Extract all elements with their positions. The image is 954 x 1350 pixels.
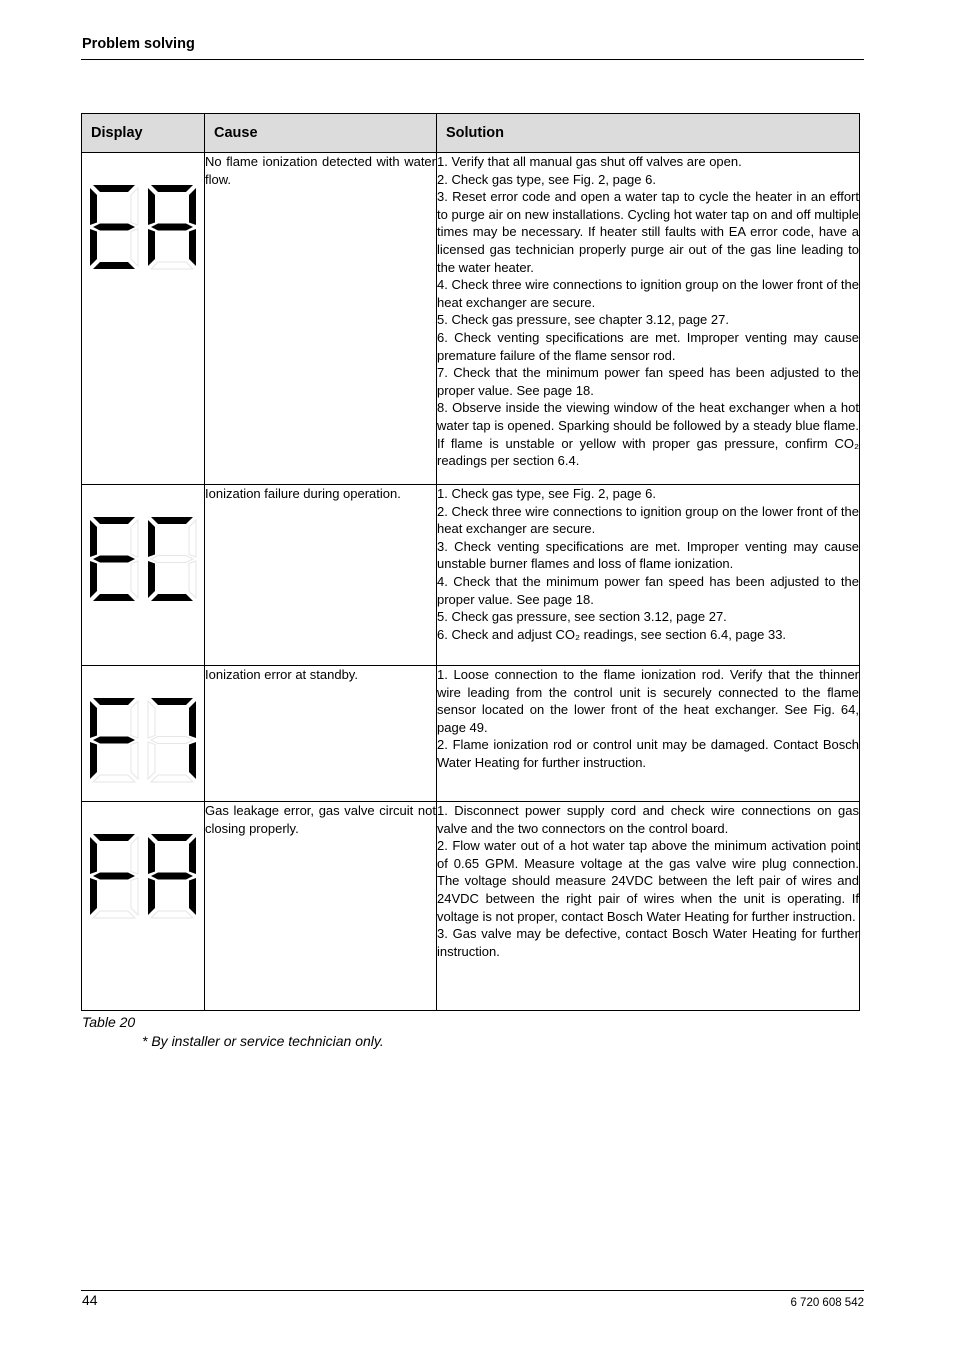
segment-middle-lit [93,224,135,231]
segment-middle-lit [151,224,193,231]
segment-upper-right-unlit [189,520,196,557]
solution-step: 4. Check three wire connections to ignition group on the lower front of the heat exchanger are secure. [437,277,859,310]
segment-bottom-unlit [151,262,193,269]
table-row [82,802,860,1011]
segment-upper-left-lit [90,520,97,557]
solution-step: 2. Flow water out of a hot water tap above the minimum activation point of 0.65 GPM. Measure voltage at the gas valve wire plug connection. The voltage should measure 24VDC between the left pair of wires and 24VDC between the right pair of wires when the unit is operating. If voltage is not proper, contact Bosch Water Heating for further instruction. [437,838,859,924]
seven-segment-display-ec [82,485,205,615]
segment-lower-right-unlit [131,229,138,266]
solution-step: 1. Disconnect power supply cord and check wire connections on gas valve and the two connectors on the control board. [437,803,859,836]
solution-step: 5. Check gas pressure, see section 3.12, page 27. [437,609,727,625]
segment-upper-left-lit [90,837,97,874]
segment-top-lit [151,698,193,705]
solution-step: 6. Check venting specifications are met. Improper venting may cause premature failure of the flame sensor rod. [437,329,859,363]
segment-upper-left-lit [148,837,155,874]
segment-lower-left-lit [148,878,155,915]
cause-cell: Ionization error at standby. [205,666,437,802]
segment-bottom-lit [151,594,193,601]
segment-upper-left-lit [90,701,97,738]
segment-middle-lit [93,873,135,880]
header-cause: Cause [205,114,437,153]
solution-cell [437,153,860,485]
solution-step: 7. Check that the minimum power fan speed has been adjusted to the proper value. See page 18. [437,365,859,398]
segment-bottom-unlit [93,775,135,782]
solution-step: 1. Check gas type, see Fig. 2, page 6. [437,486,656,501]
segment-middle-unlit [151,737,193,744]
solution-step: 5. Check gas pressure, see chapter 3.12, page 27. [437,312,729,328]
segment-bottom-unlit [93,911,135,918]
solution-step: 1. Verify that all manual gas shut off valves are open. [437,154,742,169]
segment-lower-left-lit [148,561,155,598]
table-header-row [82,114,860,153]
display-cell [82,802,205,1011]
segment-upper-right-lit [189,701,196,738]
solution-cell [437,485,860,666]
error-code-table [81,113,860,1011]
solution-cell [437,666,860,802]
segment-middle-lit [151,873,193,880]
segment-top-lit [93,517,135,524]
seven-segment-display-ea [82,153,205,283]
segment-upper-right-unlit [131,520,138,557]
page-number: 44 [82,1292,98,1308]
solution-step: 4. Check that the minimum power fan speed has been adjusted to the proper value. See page 18. [437,573,859,607]
segment-lower-left-lit [90,878,97,915]
segment-upper-left-lit [148,188,155,225]
segment-middle-lit [93,737,135,744]
cause-cell: No flame ionization detected with water flow. [205,153,437,485]
segment-upper-left-unlit [148,701,155,738]
segment-lower-right-lit [189,742,196,779]
document-number: 6 720 608 542 [790,1297,864,1309]
segment-top-lit [93,185,135,192]
footnote: * By installer or service technician only. [142,1033,384,1049]
segment-upper-right-lit [189,837,196,874]
segment-lower-right-lit [189,878,196,915]
segment-upper-right-unlit [131,837,138,874]
segment-middle-unlit [151,556,193,563]
table-row [82,666,860,802]
segment-upper-left-lit [90,188,97,225]
solution-step: 3. Reset error code and open a water tap to cycle the heater in an effort to purge air on new installations. Cycling hot water tap on and off multiple times may be necessary. If heater still faults with EA error code, have a licensed gas technician properly purge air out of the gas line leading to the water heater. [437,189,859,275]
segment-lower-right-unlit [131,561,138,598]
table-row [82,153,860,485]
segment-top-lit [93,834,135,841]
segment-bottom-unlit [151,775,193,782]
segment-top-lit [151,185,193,192]
segment-upper-right-unlit [131,188,138,225]
seven-segment-display-fa [82,802,205,932]
footer-divider [81,1290,864,1291]
seven-segment-display-f7 [82,666,205,796]
segment-top-lit [93,698,135,705]
cause-cell: Gas leakage error, gas valve circuit not closing properly. [205,802,437,1011]
segment-lower-left-unlit [148,742,155,779]
segment-top-lit [151,517,193,524]
segment-middle-lit [93,556,135,563]
segment-lower-left-lit [148,229,155,266]
display-cell [82,153,205,485]
segment-lower-left-lit [90,229,97,266]
header-solution: Solution [437,114,860,153]
solution-step: 2. Check three wire connections to ignition group on the lower front of the heat exchanger are secure. [437,503,859,537]
solution-step: 2. Flame ionization rod or control unit may be damaged. Contact Bosch Water Heating for further instruction. [437,737,859,770]
segment-lower-right-unlit [131,742,138,779]
segment-bottom-lit [93,594,135,601]
segment-top-lit [151,834,193,841]
solution-step: 1. Loose connection to the flame ionization rod. Verify that the thinner wire leading from the control unit is securely connected to the flame sensor located on the lower front of the heat exchanger. See Fig. 64, page 49. [437,667,859,735]
header-divider [81,59,864,60]
table-caption: Table 20 [82,1014,136,1030]
display-cell [82,485,205,666]
segment-upper-right-lit [189,188,196,225]
solution-step: 3. Check venting specifications are met. Improper venting may cause unstable burner flames and loss of flame ionization. [437,538,859,572]
segment-lower-right-unlit [131,878,138,915]
segment-lower-right-lit [189,229,196,266]
segment-upper-right-unlit [131,701,138,738]
solution-step: 3. Gas valve may be defective, contact Bosch Water Heating for further instruction. [437,926,859,959]
display-cell [82,666,205,802]
header-display: Display [82,114,205,153]
solution-cell [437,802,860,1011]
segment-upper-left-lit [148,520,155,557]
solution-step: 6. Check and adjust CO₂ readings, see section 6.4, page 33. [437,626,787,642]
solution-step: 8. Observe inside the viewing window of the heat exchanger when a hot water tap is opened. Sparking should be followed by a steady blue flame. If flame is unstable or yellow with proper gas pressure, confirm CO₂ readings per section 6.4. [437,400,859,469]
solution-step: 2. Check gas type, see Fig. 2, page 6. [437,171,656,187]
segment-bottom-unlit [151,911,193,918]
table-row [82,485,860,666]
segment-lower-right-unlit [189,561,196,598]
segment-lower-left-lit [90,561,97,598]
segment-lower-left-lit [90,742,97,779]
section-title: Problem solving [82,36,195,52]
segment-bottom-lit [93,262,135,269]
cause-cell: Ionization failure during operation. [205,485,437,666]
